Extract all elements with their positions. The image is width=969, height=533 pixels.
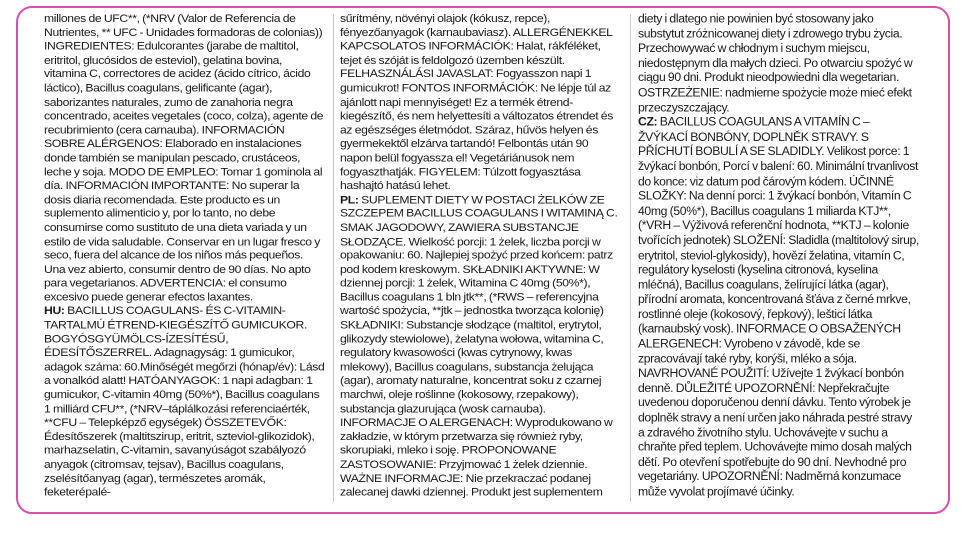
label-text: sűrítmény, növényi olajok (kókusz, repce), fényezőanyagok (karnaubaviasz). ALLERGÉNEKKEL KAPCSOLATOS INFORMÁCIÓK: Halat, rákféléket, tejet és szóját is feldolgozó üzemben készült. FELHASZNÁLÁSI JAVASLAT: Fogyasszon napi 1 gumicukrot! FONTOS INFORMÁCIÓK: Ne lépje túl az ajánlott napi mennyiséget! Ez a termék étrend-kiegészítő, és nem helyettesíti a változatos étrendet és az egészséges életmódot. Száraz, hűvös helyen és gyermekektől elzárva tartandó! Felbontás után 90 napon belül fogyassza el! Vegetáriánusok nem fogyaszthatják. FIGYELEM: Túlzott fogyasztása hashajtó hatású lehet. <box>340 12 613 192</box>
label-paragraph <box>340 12 622 193</box>
label-text: millones de UFC**, (*NRV (Valor de Referencia de Nutrientes, ** UFC - Unidades formadoras de colonias)) INGREDIENTES: Edulcorantes (jarabe de maltitol, eritritol, glucósidos de esteviol), gelatina bovina, vitamina C, correctores de acidez (ácido cítrico, ácido láctico), Bacillus coagulans, gelificante (agar), saborizantes naturales, zumo de zanahoria negra concentrado, aceites vegetales (coco, colza), agente de recubrimiento (cera carnauba). INFORMACIÓN SOBRE ALÉRGENOS: Elaborado en instalaciones donde también se manipulan pescado, crustáceos, leche y soja. MODO DE EMPLEO: Tomar 1 gominola al día. INFORMACIÓN IMPORTANTE: No superar la dosis diaria recomendada. Este producto es un suplemento alimenticio y, por lo tanto, no debe consumirse como sustituto de una dieta variada y un estilo de vida saludable. Conservar en un lugar fresco y seco, fuera del alcance de los niños más pequeños. Una vez abierto, consumir dentro de 90 días. No apto para vegetarianos. ADVERTENCIA: el consumo excesivo puede generar efectos laxantes. <box>44 12 324 304</box>
language-code: CZ: <box>638 115 658 129</box>
label-paragraph <box>44 305 326 500</box>
label-paragraph <box>638 12 920 115</box>
language-code: HU: <box>44 304 65 318</box>
text-column-hu-pl <box>340 12 622 500</box>
language-code: PL: <box>340 193 359 206</box>
label-text: BACILLUS COAGULANS A VITAMÍN C – ŽVÝKACÍ BONBÓNY, DOPLNĚK STRAVY. S PŘÍCHUTÍ BOBULÍ A SE SLADIDLY. Velikost porce: 1 žvýkací bonbón, Porcí v balení: 60. Minimální trvanlivost do konce: viz datum pod čárovým kódem. ÚČINNÉ SLOŽKY: Na denní porci: 1 žvýkací bonbón, Vitamín C 40mg (50%*), Bacillus coagulans 1 miliarda KTJ**, (*VRH – Výživová referenční hodnota, **KTJ – kolonie tvořících jednotek) SLOŽENÍ: Sladidla (maltitolový sirup, erytritol, steviol-glykosidy), hovězí želatina, vitamín C, regulátory kyselosti (kyselina citronová, kyselina mléčná), Bacillus coagulans, želírující látka (agar), přírodní aromata, koncentrovaná šťáva z černé mrkve, rostlinné oleje (kokosový, řepkový), lešticí látka (karnaubský vosk). INFORMACE O OBSAŽENÝCH ALERGENECH: Vyrobeno v závodě, kde se zpracovávají také ryby, korýši, mléko a sója. NAVRHOVANÉ POUŽITÍ: Užívejte 1 žvýkací bonbón denně. DŮLEŽITÉ UPOZORNĚNÍ: Nepřekračujte uvedenou doporučenou denní dávku. Tento výrobek je doplněk stravy a není určen jako náhrada pestré stravy a zdravého životního stylu. Uchovávejte v suchu a chraňte před teplem. Uchovávejte mimo dosah malých dětí. Po otevření spotřebujte do 90 dní. Nevhodné pro vegetariány. UPOZORNĚNÍ: Nadměrná konzumace může vyvolat projímavé účinky. <box>638 115 920 499</box>
label-text: diety i dlatego nie powinien być stosowany jako substytut zróżnicowanej diety i zdrowego trybu życia. Przechowywać w chłodnym i suchym miejscu, niedostępnym dla małych dzieci. Po otwarciu spożyć w ciągu 90 dni. Produkt nieodpowiedni dla wegetarian. OSTRZEŻENIE: nadmierne spożycie może mieć efekt przeczyszczający. <box>638 12 913 114</box>
column-divider <box>630 14 631 502</box>
label-text: SUPLEMENT DIETY W POSTACI ŻELKÓW ZE SZCZEPEM BACILLUS COAGULANS I WITAMINĄ C. SMAK JAGODOWY, ZAWIERA SUBSTANCJE SŁODZĄCE. Wielkość porcji: 1 żelek, liczba porcji w opakowaniu: 60. Najlepiej spożyć przed końcem: patrz pod kodem kreskowym. SKŁADNIKI AKTYWNE: W dziennej porcji: 1 żelek, Witamina C 40mg (50%*), Bacillus coagulans 1 bln jtk**, (*RWS – referencyjna wartość spożycia, **jtk – jednostka tworząca kolonię) SKŁADNIKI: Substancje słodzące (maltitol, erytrytol, glikozydy stewiolowe), żelatyna wołowa, witamina C, regulatory kwasowości (kwas cytrynowy, kwas mlekowy), Bacillus coagulans, substancja żelująca (agar), aromaty naturalne, koncentrat soku z czarnej marchwi, oleje roślinne (kokosowy, rzepakowy), substancja glazurująca (wosk carnauba). INFORMACJE O ALERGENACH: Wyprodukowano w zakładzie, w którym przetwarza się również ryby, skorupiaki, mleko i soję. PROPONOWANE ZASTOSOWANIE: Przyjmować 1 żelek dziennie. WAŻNE INFORMACJE: Nie przekraczać podanej zalecanej dawki dziennej. Produkt jest suplementem <box>340 193 618 499</box>
column-divider <box>333 14 334 502</box>
label-paragraph <box>638 115 920 499</box>
text-column-es-hu <box>44 12 326 500</box>
label-text: BACILLUS COAGULANS- ÉS C-VITAMIN-TARTALMÚ ÉTREND-KIEGÉSZÍTŐ GUMICUKOR. BOGYÓSGYÜMÖLCS-ÍZESÍTÉSŰ, ÉDESÍTŐSZERREL. Adagnagyság: 1 gumicukor, adagok száma: 60.Minőségét megőrzi (hónap/év): Lásd a vonalkód alatt! HATÓANYAGOK: 1 napi adagban: 1 gumicukor, C-vitamin 40mg (50%*), Bacillus coagulans 1 milliárd CFU**, (*NRV–táplálkozási referenciaérték, **CFU – Telepképző egységek) ÖSSZETEVŐK: Édesítőszerek (maltitszirup, eritrit, szteviol-glikozidok), marhazselatin, C-vitamin, savanyúságot szabályozó anyagok (citromsav, tejsav), Bacillus coagulans, zselésítőanyag (agar), természetes aromák, feketerépalé- <box>44 304 325 499</box>
text-column-pl-cz <box>638 12 920 500</box>
label-paragraph <box>44 12 326 305</box>
label-paragraph <box>340 193 622 500</box>
